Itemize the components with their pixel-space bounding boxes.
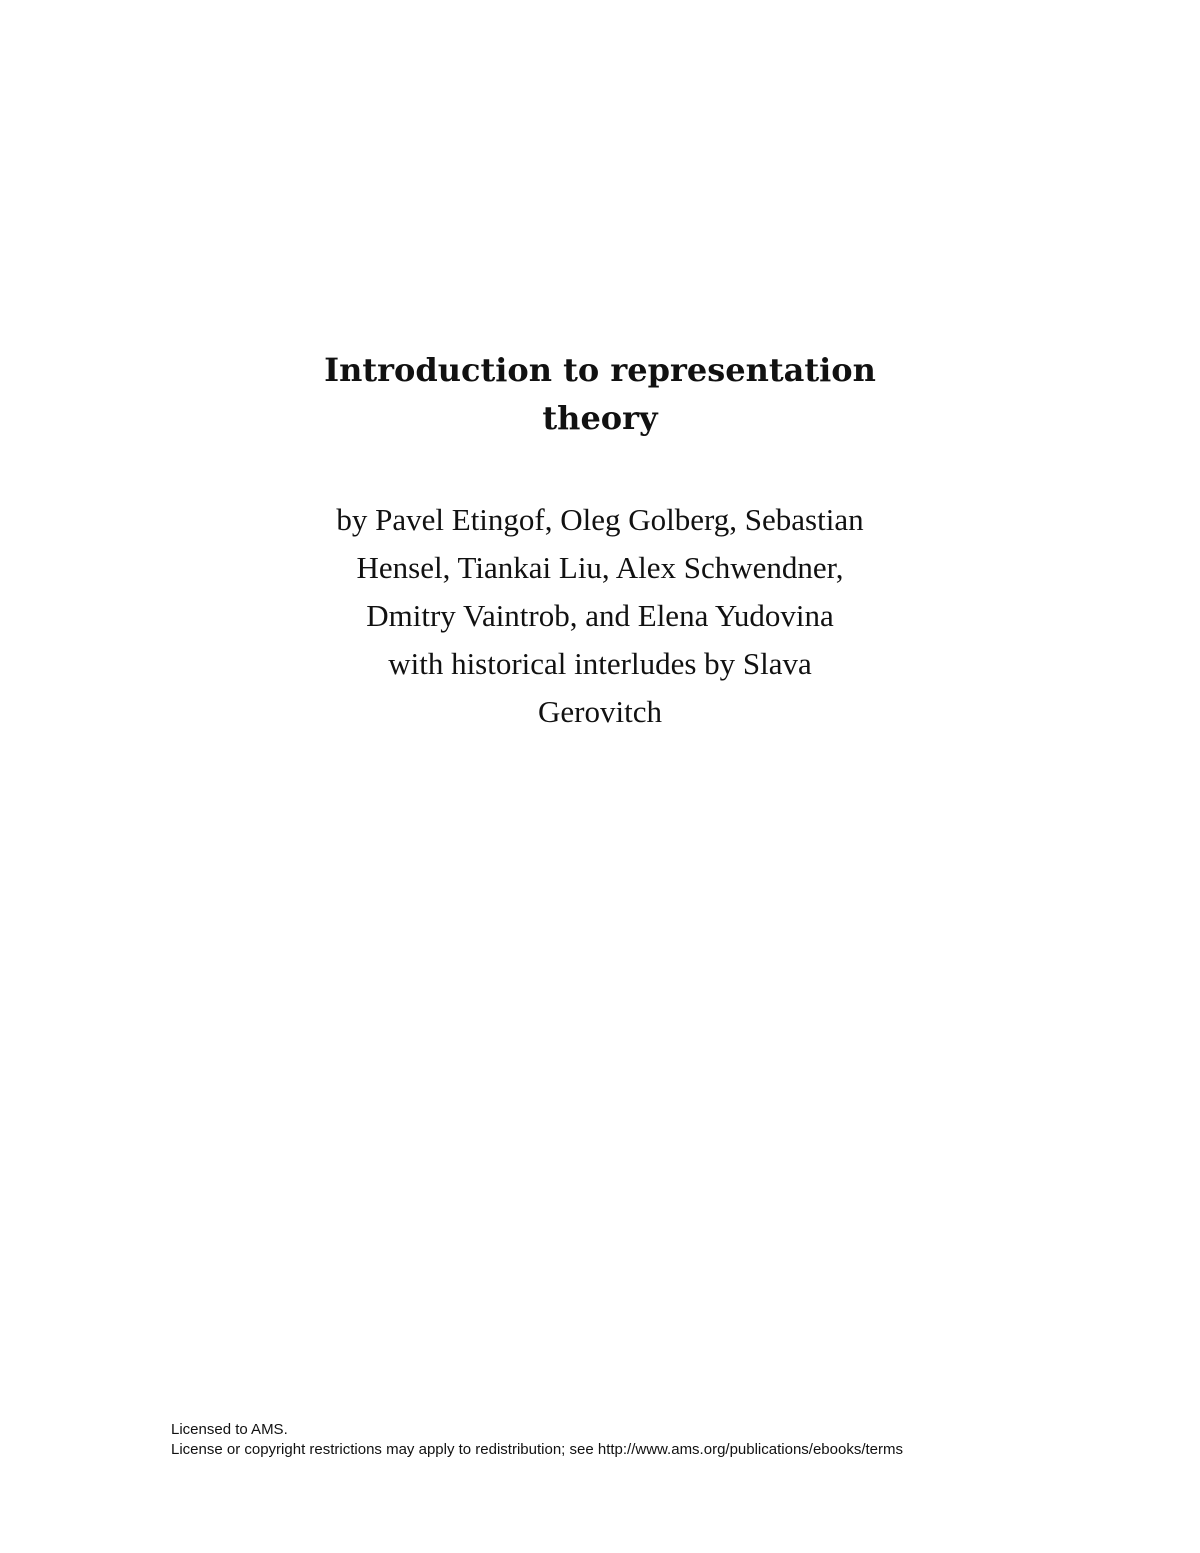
license-notice-line-2: License or copyright restrictions may apply to redistribution; see http://www.ams.org/publications/ebooks/terms — [171, 1441, 903, 1458]
license-notice-line-1: Licensed to AMS. — [171, 1421, 288, 1438]
author-credits-line-2: Hensel, Tiankai Liu, Alex Schwendner, — [356, 550, 844, 585]
author-credits-line-1: by Pavel Etingof, Oleg Golberg, Sebastian — [336, 502, 864, 537]
book-title-line-2: theory — [542, 399, 658, 437]
book-title-line-1: Introduction to representation — [324, 351, 876, 389]
author-credits-line-5: Gerovitch — [538, 694, 662, 729]
author-credits-line-3: Dmitry Vaintrob, and Elena Yudovina — [366, 598, 834, 633]
author-credits — [0, 496, 1200, 736]
author-credits-line-4: with historical interludes by Slava — [388, 646, 812, 681]
license-notice — [171, 1420, 903, 1460]
book-title — [0, 346, 1200, 442]
